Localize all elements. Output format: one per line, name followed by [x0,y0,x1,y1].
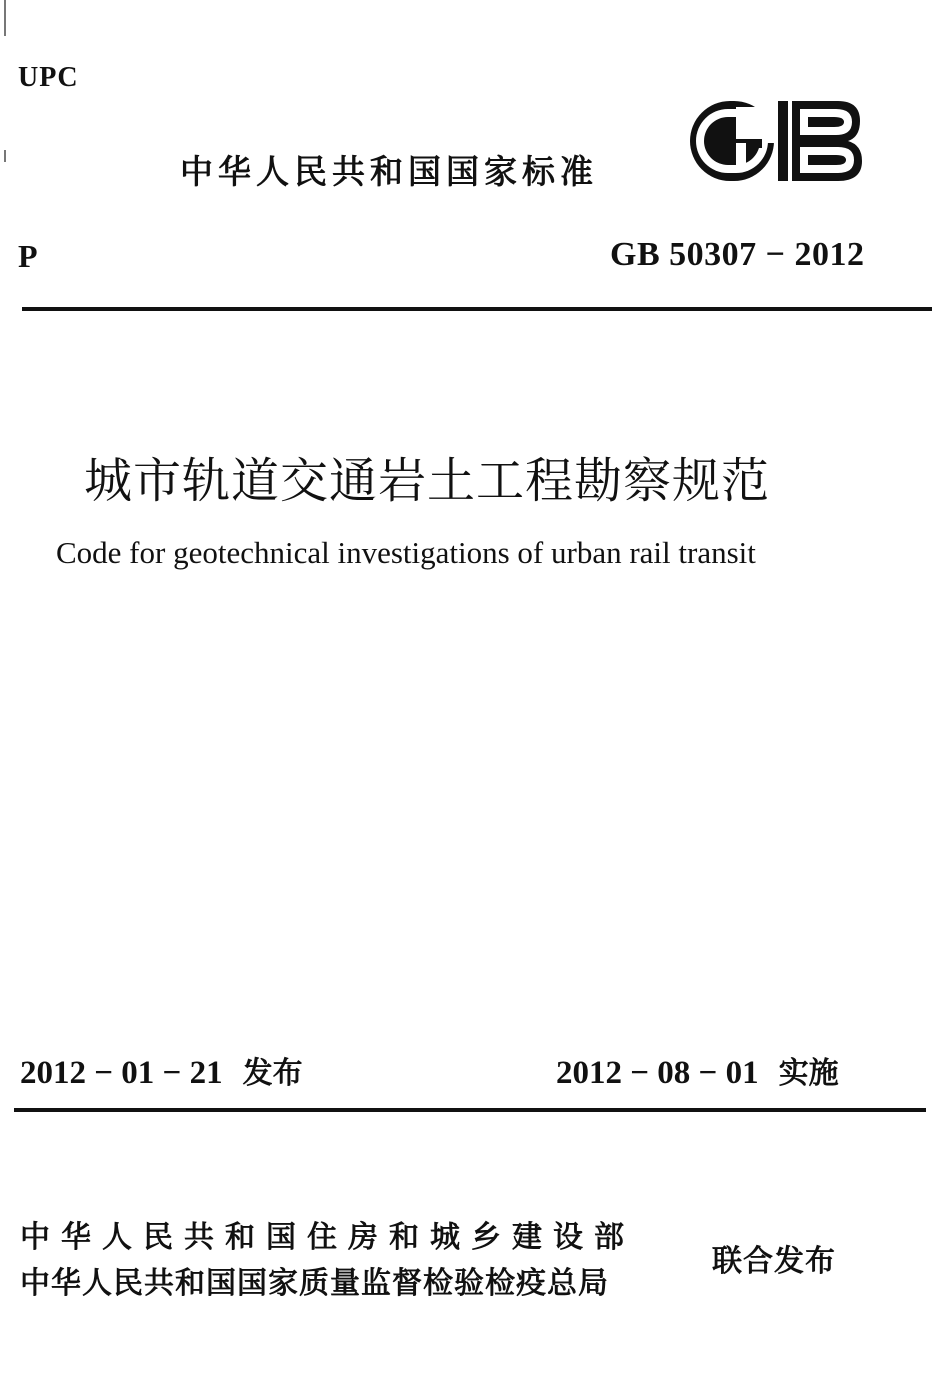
category-code: UPC [18,62,79,93]
joint-publish-label: 联合发布 [712,1244,836,1279]
title-english: Code for geotechnical investigations of urban rail transit [56,535,756,570]
publisher-ministry-housing: 中华人民共和国住房和城乡建设部 [20,1220,635,1255]
top-rule-divider [22,307,932,311]
standard-number: GB 50307 − 2012 [610,236,865,273]
title-chinese: 城市轨道交通岩土工程勘察规范 [84,453,771,509]
implement-label: 实施 [778,1056,839,1091]
issue-label: 发布 [242,1056,303,1091]
classification-letter: P [18,238,38,274]
bottom-rule-divider [14,1108,926,1112]
scan-edge-mark [4,150,6,162]
standard-type-heading: 中华人民共和国国家标准 [180,152,598,191]
issue-date: 2012 − 01 − 21 [20,1055,223,1091]
implement-date-line [556,1048,839,1092]
publisher-aqsiq: 中华人民共和国国家质量监督检验检疫总局 [20,1266,609,1301]
gb-logo-icon [690,97,862,185]
issue-date-line [20,1048,303,1092]
implement-date: 2012 − 08 − 01 [556,1055,759,1091]
scan-edge-mark [4,0,6,36]
